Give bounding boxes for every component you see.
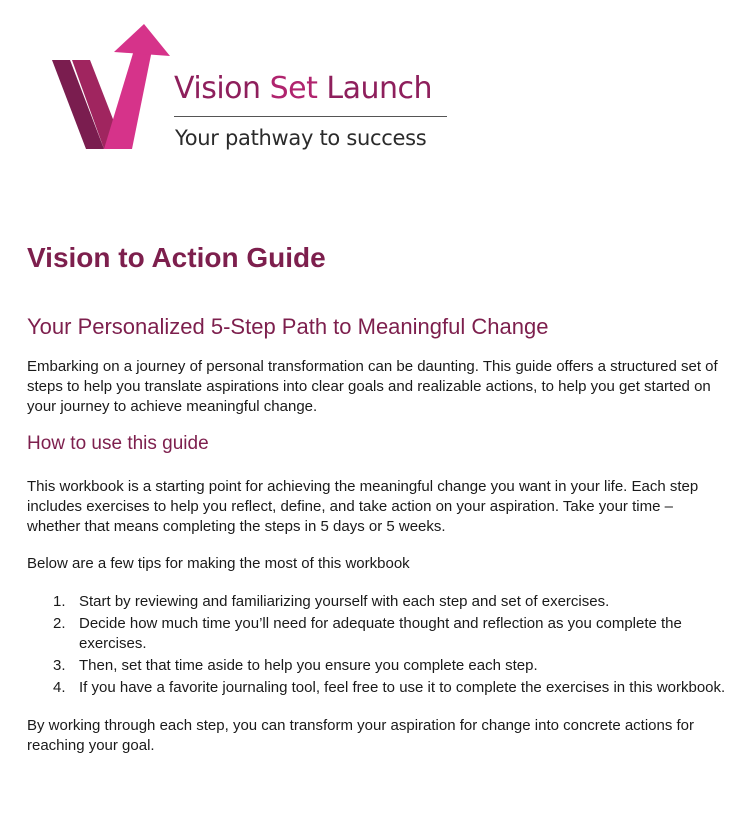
closing-paragraph: By working through each step, you can transform your aspiration for change into concrete actions for reaching your goal.	[27, 717, 695, 754]
list-item	[27, 656, 727, 676]
list-number: 4.	[53, 679, 66, 696]
list-item-text: Start by reviewing and familiarizing yourself with each step and set of exercises.	[79, 593, 610, 610]
logo-right-stroke	[104, 50, 152, 149]
tips-intro: Below are a few tips for making the most of this workbook	[27, 555, 410, 572]
document-subtitle: Your Personalized 5-Step Path to Meaningful Change	[27, 314, 549, 339]
brand-name-launch: Launch	[326, 71, 433, 106]
brand-tagline: Your pathway to success	[175, 126, 427, 150]
brand-name-vision: Vision	[174, 71, 261, 106]
tips-list	[27, 592, 727, 698]
logo-arrow-head	[114, 24, 170, 56]
document-title: Vision to Action Guide	[27, 242, 326, 273]
list-number: 2.	[53, 615, 66, 632]
list-number: 1.	[53, 593, 66, 610]
brand-name-set: Set	[269, 71, 318, 106]
list-item-text: Decide how much time you’ll need for adequate thought and reflection as you complete the exercises.	[79, 615, 682, 652]
brand-name	[174, 71, 433, 106]
list-item-text: If you have a favorite journaling tool, feel free to use it to complete the exercises in this workbook.	[79, 679, 726, 696]
list-item	[27, 678, 727, 698]
usage-paragraph: This workbook is a starting point for achieving the meaningful change you want in your life. Each step includes exercises to help you reflect, define, and take action on your aspiration. Take your time – whether that means completing the steps in 5 days or 5 weeks.	[27, 478, 699, 535]
intro-paragraph: Embarking on a journey of personal transformation can be daunting. This guide offers a structured set of steps to help you translate aspirations into clear goals and realizable actions, to help you get started on your journey to achieve meaningful change.	[27, 358, 718, 415]
section-heading: How to use this guide	[27, 433, 209, 454]
list-number: 3.	[53, 657, 66, 674]
document-body	[27, 240, 727, 756]
brand-divider	[174, 116, 447, 117]
list-item-text: Then, set that time aside to help you ensure you complete each step.	[79, 657, 538, 674]
brand-logo	[52, 22, 452, 162]
list-item	[27, 592, 727, 612]
v-arrow-logo-icon	[52, 22, 172, 157]
list-item	[27, 614, 727, 654]
